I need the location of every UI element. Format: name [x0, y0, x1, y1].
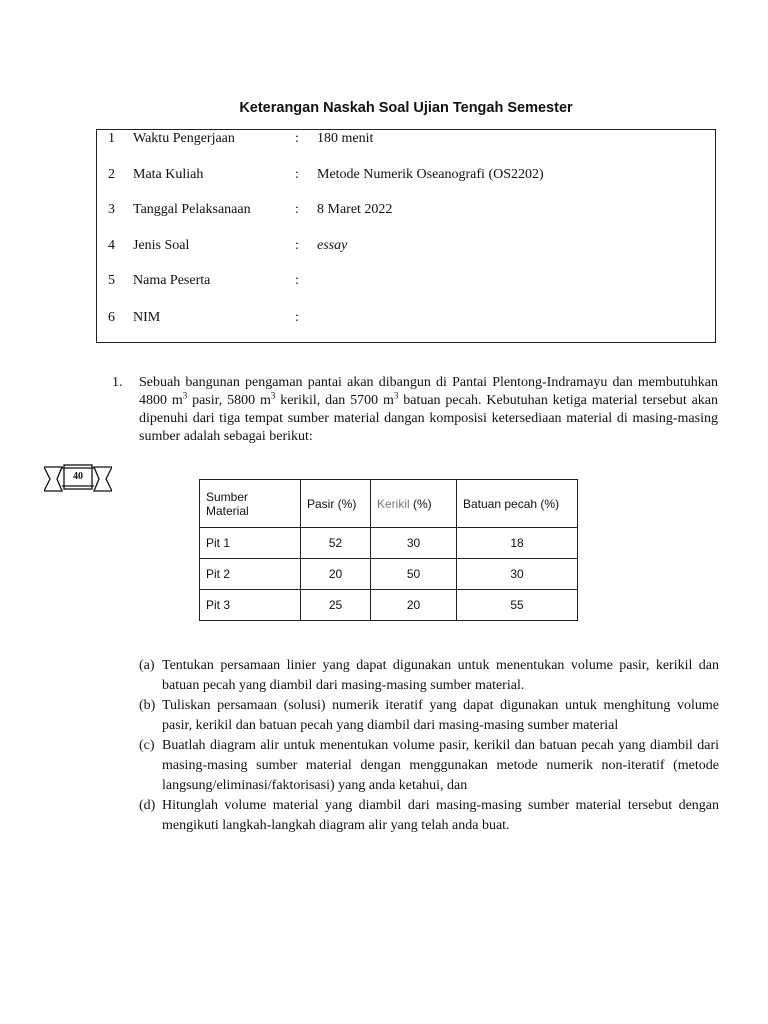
table-cell: 18 — [457, 528, 578, 559]
table-cell: Pit 3 — [200, 590, 301, 621]
info-row-duration — [97, 131, 715, 151]
table-row — [200, 559, 578, 590]
info-label: NIM — [133, 310, 161, 325]
table-cell: 50 — [371, 559, 457, 590]
info-label: Nama Peserta — [133, 273, 211, 288]
question-1 — [112, 374, 718, 446]
info-number: 4 — [108, 238, 115, 253]
question-text-part: batuan pecah. Kebutuhan ketiga material tersebut akan dipenuhi dari tiga tempat sumber material dangan komposisi ketersediaan material di masing-masing sumber adalah sebagai berikut: — [139, 393, 719, 444]
table-cell: 20 — [301, 559, 371, 590]
sub-question-list — [139, 656, 719, 836]
header-gravel-unit: (%) — [409, 496, 432, 511]
table-row — [200, 590, 578, 621]
info-label: Mata Kuliah — [133, 167, 204, 182]
table-cell: 30 — [371, 528, 457, 559]
table-cell: Pit 1 — [200, 528, 301, 559]
page-title: Keterangan Naskah Soal Ujian Tengah Semester — [239, 100, 573, 116]
sub-question-d — [139, 796, 719, 836]
info-number: 5 — [108, 273, 115, 288]
sub-question-text: Tuliskan persamaan (solusi) numerik iteratif yang dapat digunakan untuk menghitung volume pasir, kerikil dan batuan pecah yang diambil dari masing-masing sumber material — [162, 698, 719, 733]
info-colon: : — [295, 202, 299, 217]
info-number: 6 — [108, 310, 115, 325]
exam-info-box — [96, 129, 716, 343]
table-cell: 30 — [457, 559, 578, 590]
info-label: Waktu Pengerjaan — [133, 131, 235, 146]
sub-question-c — [139, 736, 719, 796]
sub-question-text: Buatlah diagram alir untuk menentukan volume pasir, kerikil dan batuan pecah yang diambil dari masing-masing sumber material dengan menggunakan metode numerik non-iteratif (metode langsung/eliminasi/faktorisasi) yang anda ketahui, dan — [162, 738, 719, 793]
table-cell: 25 — [301, 590, 371, 621]
info-label: Jenis Soal — [133, 238, 190, 253]
table-header-row — [200, 480, 578, 528]
info-colon: : — [295, 131, 299, 146]
table-cell: 55 — [457, 590, 578, 621]
sub-question-b — [139, 696, 719, 736]
header-gravel — [371, 480, 457, 528]
superscript: 3 — [182, 390, 188, 401]
sub-question-text: Tentukan persamaan linier yang dapat digunakan untuk menentukan volume pasir, kerikil dan batuan pecah yang diambil dari masing-masing sumber material. — [162, 658, 719, 693]
info-value: Metode Numerik Oseanografi (OS2202) — [317, 167, 544, 182]
sub-question-label: (a) — [139, 658, 155, 673]
info-row-course — [97, 167, 715, 187]
table-cell: 20 — [371, 590, 457, 621]
info-row-date — [97, 202, 715, 222]
info-value: essay — [317, 238, 348, 253]
header-gravel-word: Kerikil — [377, 496, 410, 511]
info-value: 180 menit — [317, 131, 374, 146]
question-text-part: pasir, 5800 m — [187, 393, 271, 408]
header-broken-stone: Batuan pecah (%) — [457, 480, 578, 528]
question-text — [139, 374, 718, 446]
superscript: 3 — [393, 390, 399, 401]
info-number: 1 — [108, 131, 115, 146]
info-value: 8 Maret 2022 — [317, 202, 393, 217]
info-colon: : — [295, 238, 299, 253]
score-value: 40 — [73, 471, 83, 482]
sub-question-label: (b) — [139, 698, 156, 713]
info-colon: : — [295, 167, 299, 182]
sub-question-label: (d) — [139, 798, 156, 813]
question-text-part: kerikil, dan 5700 m — [275, 393, 394, 408]
table-cell: Pit 2 — [200, 559, 301, 590]
material-table — [199, 479, 578, 621]
info-colon: : — [295, 310, 299, 325]
sub-question-a — [139, 656, 719, 696]
info-number: 3 — [108, 202, 115, 217]
sub-question-text: Hitunglah volume material yang diambil dari masing-masing sumber material tersebut dengan mengikuti langkah-langkah diagram alir yang telah anda buat. — [162, 798, 719, 833]
superscript: 3 — [270, 390, 276, 401]
question-number: 1. — [112, 375, 123, 390]
info-row-question-type — [97, 238, 715, 258]
info-number: 2 — [108, 167, 115, 182]
question-text-part: Sebuah bangunan pengaman pantai akan dibangun di Pantai Plentong-Indramayu dan membutuhkan 4800 m — [139, 375, 718, 408]
info-label: Tanggal Pelaksanaan — [133, 202, 251, 217]
table-cell: 52 — [301, 528, 371, 559]
info-row-participant-name — [97, 273, 715, 293]
table-row — [200, 528, 578, 559]
header-sand: Pasir (%) — [301, 480, 371, 528]
header-source: Sumber Material — [200, 480, 301, 528]
info-colon: : — [295, 273, 299, 288]
sub-question-label: (c) — [139, 738, 155, 753]
info-row-nim — [97, 310, 715, 330]
